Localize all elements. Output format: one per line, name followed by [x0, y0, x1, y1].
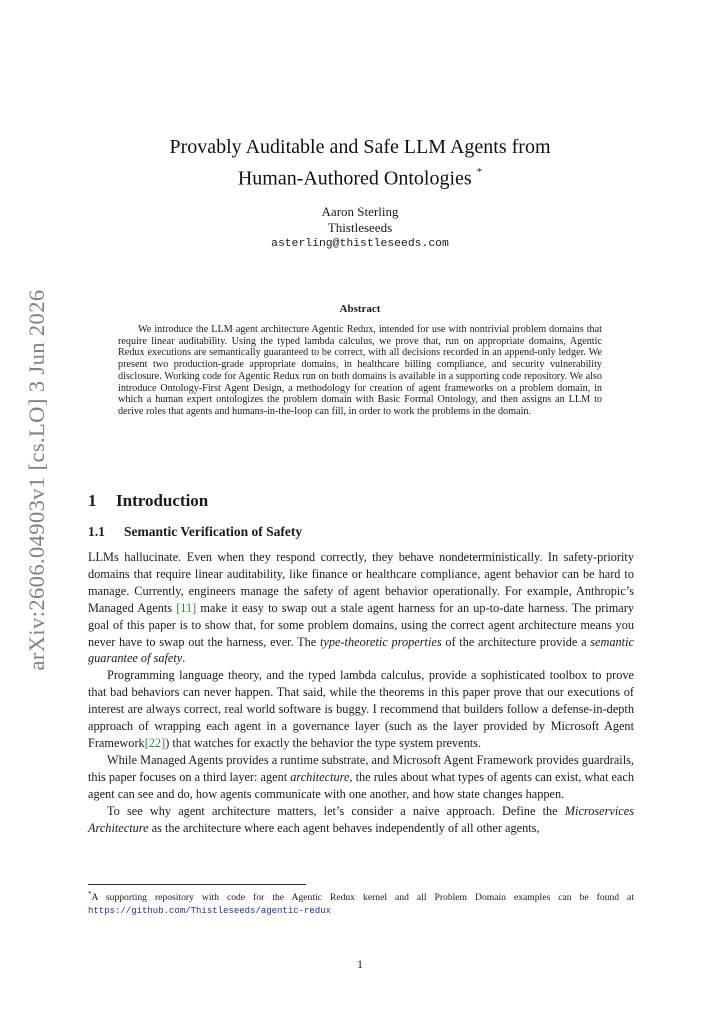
arxiv-identifier-stamp: arXiv:2606.04903v1 [cs.LO] 3 Jun 2026 — [24, 289, 49, 671]
paragraph-2 — [88, 667, 634, 752]
section-heading-introduction — [88, 491, 208, 511]
p1-emphasis-2: semantic guarantee of safety — [88, 634, 634, 666]
p4-emphasis-1: Microservices Architecture — [88, 803, 634, 835]
p1-text-a: LLMs hallucinate. Even when they respond correctly, they behave nondeterministically. In safety-priority domains that require linear auditability, like finance or healthcare compliance, agent behavior can be hard to manage. Currently, engineers manage the safety of agent behavior operationally. For example, Anthropic’s Managed Agents — [88, 550, 634, 615]
paragraph-3 — [88, 752, 634, 803]
footnote-rule — [88, 884, 306, 885]
p4-text-b: as the architecture where each agent behaves independently of all other agents, — [148, 820, 540, 835]
p2-text-a: Programming language theory, and the typed lambda calculus, provide a sophisticated toolbox to prove that bad behaviors can never happen. That said, while the theorems in this paper prove that our executions of interest are always correct, real world software is buggy. I recommend that builders follow a defense-in-depth approach of wrapping each agent in a governance layer (such as the layer provided by Microsoft Agent Framework — [88, 668, 634, 750]
title-footnote-mark: * — [476, 166, 483, 178]
p3-text-a: While Managed Agents provides a runtime substrate, and Microsoft Agent Framework provides guardrails, this paper focuses on a third layer: agent — [88, 752, 634, 784]
subsection-number: 1.1 — [88, 524, 105, 539]
p3-text-b: , the rules about what types of agents can exist, what each agent can see and do, how agents communicate with one another, and how state changes happen. — [88, 769, 634, 801]
p2-text-b: ) that watches for exactly the behavior the type system prevents. — [165, 735, 482, 750]
paragraph-1 — [88, 549, 634, 667]
author-email: asterling@thistleseeds.com — [271, 238, 449, 250]
author-name: Aaron Sterling — [321, 204, 399, 219]
repository-url-link[interactable]: https://github.com/Thistleseeds/agentic-redux — [88, 906, 332, 917]
title-line-2 — [88, 161, 632, 193]
p1-emphasis-1: type-theoretic properties — [319, 634, 442, 649]
title-line-1: Provably Auditable and Safe LLM Agents from — [169, 136, 551, 158]
section-number: 1 — [88, 491, 97, 510]
abstract-text: We introduce the LLM agent architecture Agentic Redux, intended for use with nontrivial problem domains that require linear auditability. Using the typed lambda calculus, we prove that, run on appropriate domains, Agentic Redux executions are semantically guaranteed to be correct, with all decisions recorded in an append-only ledger. We present two production-grade appropriate domains, in healthcare billing compliance, and security vulnerability disclosure. Working code for Agentic Redux run on both domains is available in a supporting code repository. We also introduce Ontology-First Agent Design, a methodology for creation of agent frameworks on a problem domain, in which a human expert ontologizes the problem domain with Basic Formal Ontology, and then assigns an LLM to derive roles that agents and humans-in-the-loop can fill, in order to work the problems in the domain. — [118, 324, 602, 417]
title-line-2-text: Human-Authored Ontologies — [237, 167, 472, 190]
p4-text-a: To see why agent architecture matters, let’s consider a naive approach. Define the — [107, 803, 565, 818]
footnote-mark: * — [88, 890, 92, 898]
footnote — [88, 888, 634, 918]
abstract-heading: Abstract — [339, 303, 381, 315]
p1-text-d: . — [182, 651, 186, 666]
body-text — [88, 549, 634, 836]
subsection-heading-semantic-verification — [88, 524, 302, 540]
p3-emphasis-1: architecture — [290, 769, 350, 784]
author-affiliation: Thistleseeds — [327, 220, 393, 235]
subsection-title: Semantic Verification of Safety — [124, 524, 303, 539]
paragraph-4 — [88, 803, 634, 837]
section-title: Introduction — [116, 491, 209, 510]
page-number: 1 — [357, 957, 363, 971]
citation-link-22[interactable]: [22] — [144, 735, 166, 750]
paper-title — [88, 134, 632, 193]
footnote-text: A supporting repository with code for the Agentic Redux kernel and all Problem Domain examples can be found at — [91, 892, 634, 904]
p1-text-b: make it easy to swap out a stale agent harness for an up-to-date harness. The primary goal of this paper is to show that, for some problem domains, using the correct agent architecture means you never have to swap out the harness, ever. The — [88, 600, 634, 649]
author-block — [88, 204, 632, 252]
p1-text-c: of the architecture provide a — [441, 634, 591, 649]
citation-link-11[interactable]: [11] — [176, 600, 197, 615]
